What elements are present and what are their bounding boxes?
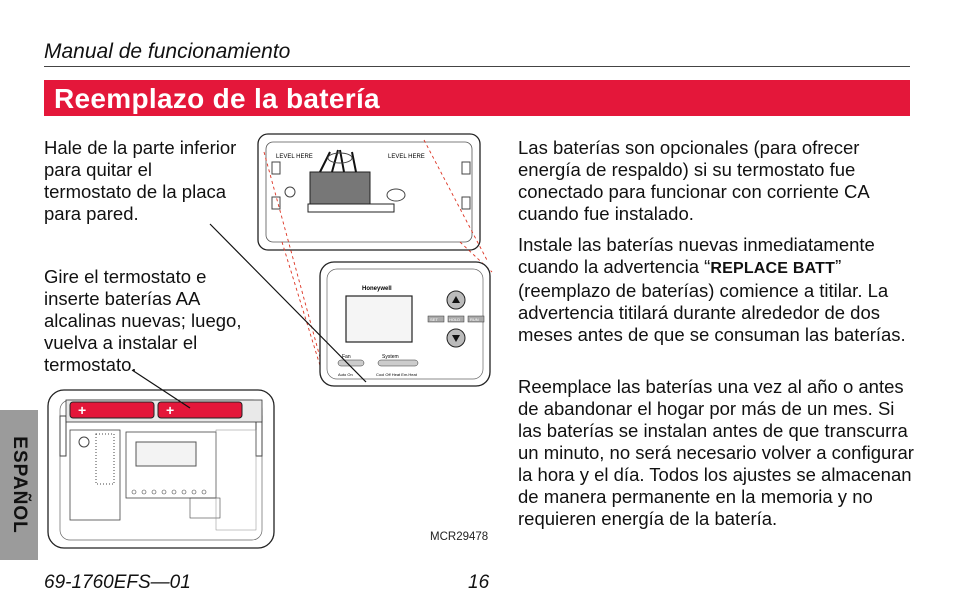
battery-plus-left: + — [78, 402, 87, 418]
header-rule — [44, 66, 910, 67]
fan-options: Auto On — [338, 372, 353, 377]
hold-button-label: HOLD — [449, 317, 461, 322]
fan-label: Fan — [342, 354, 351, 360]
install-text-after: ” (reemplazo de baterías) comience a titilar. La advertencia titilará durante alrededor de dos meses antes de que se consuman las baterías. — [518, 256, 906, 345]
thermostat-back — [48, 390, 274, 548]
language-tab-label: ESPAÑOL — [9, 436, 30, 534]
thermostat-front — [320, 262, 490, 386]
replace-batt-warning: REPLACE BATT — [710, 260, 836, 277]
figure-code: MCR29478 — [430, 531, 489, 543]
brand-logo: Honeywell — [362, 286, 392, 292]
right-paragraph-replace: Reemplace las baterías una vez al año o antes de abandonar el hogar por más de un mes. Si las baterías se instalan antes de que transcurra un minuto, no será necesario volver a configurar la hora y el día. Todos los ajustes se almacenan de manera permanente en la memoria y no requieren energía de la batería. — [518, 376, 914, 529]
left-paragraph-remove: Hale de la parte inferior para quitar el termostato de la placa para pared. — [44, 137, 237, 224]
level-label-left: LEVEL HERE — [276, 154, 313, 160]
battery-figure — [40, 132, 500, 552]
footer-page-number: 16 — [468, 572, 490, 593]
level-label-right: LEVEL HERE — [388, 154, 425, 160]
header-title: Manual de funcionamiento — [44, 40, 291, 63]
section-banner — [44, 80, 910, 116]
system-label: System — [382, 354, 399, 360]
section-title: Reemplazo de la batería — [54, 83, 380, 114]
left-paragraph-insert: Gire el termostato e inserte baterías AA alcalinas nuevas; luego, vuelva a instalar el termostato. — [44, 266, 242, 375]
right-paragraph-install — [518, 234, 918, 346]
language-tab — [0, 410, 38, 560]
battery-plus-right: + — [166, 402, 175, 418]
system-options: Cool Off Heat Em.Heat — [376, 372, 417, 377]
wall-plate — [258, 134, 480, 250]
set-button-label: SET — [430, 317, 438, 322]
install-text-before: Instale las baterías nuevas inmediatamente cuando la advertencia “ — [518, 234, 875, 277]
right-paragraph-optional: Las baterías son opcionales (para ofrecer energía de respaldo) si su termostato fue conectado para funcionar con corriente CA cuando fue instalado. — [518, 137, 869, 224]
footer-doc-code: 69-1760EFS—01 — [44, 572, 191, 593]
run-button-label: RUN — [470, 317, 479, 322]
